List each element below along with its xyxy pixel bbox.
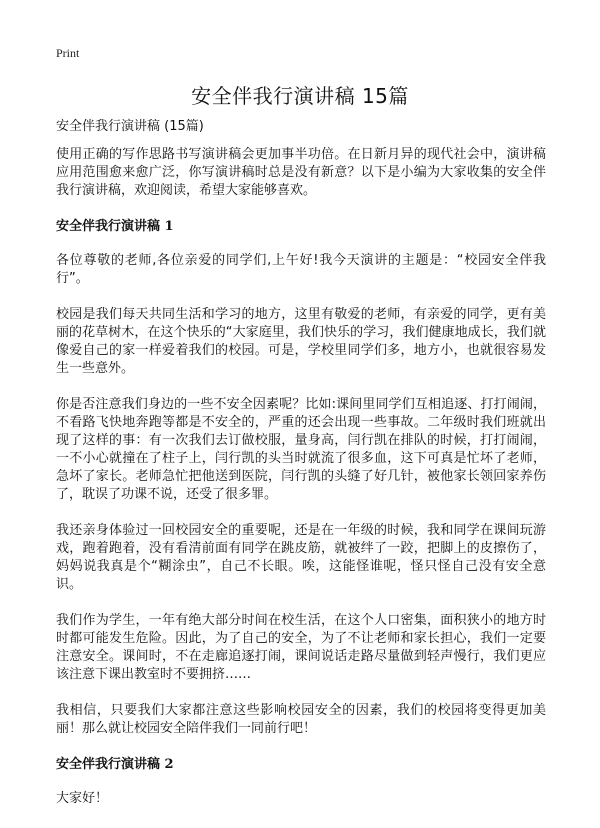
section-2-paragraph-1: 大家好！ <box>56 791 109 806</box>
document-subtitle: 安全伴我行演讲稿 (15篇) <box>56 119 204 134</box>
section-1-paragraph-1: 各位尊敬的老师,各位亲爱的同学们,上午好!我今天演讲的主题是：“校园安全伴我行”。 <box>56 253 546 286</box>
section-heading-2: 安全伴我行演讲稿 2 <box>56 757 174 772</box>
section-1-paragraph-3: 你是否注意我们身边的一些不安全因素呢？比如:课间里同学们互相追逐、打打闹闹，不看路飞快地奔跑等都是不安全的，严重的还会出现一些事故。二年级时我们班就出现了这样的事：有一次我们去订做校服，量身高，闫行凯在排队的时候，打打闹闹，一不小心就撞在了柱子上，闫行凯的头当时就流了很多血，这下可真是忙坏了老师，急坏了家长。老师急忙把他送到医院，闫行凯的头缝了好几针，被他家长领回家养伤了，耽误了功课不说，还受了很多罪。 <box>56 397 546 502</box>
intro-paragraph: 使用正确的写作思路书写演讲稿会更加事半功倍。在日新月异的现代社会中，演讲稿应用范围愈来愈广泛，你写演讲稿时总是没有新意？以下是小编为大家收集的安全伴我行演讲稿，欢迎阅读，希望大家能够喜欢。 <box>56 147 546 198</box>
section-1-paragraph-2: 校园是我们每天共同生活和学习的地方，这里有敬爱的老师，有亲爱的同学，更有美丽的花草树木，在这个快乐的“大家庭里，我们快乐的学习，我们健康地成长，我们就像爱自己的家一样爱着我们的校园。可是，学校里同学们多，地方小，也就很容易发生一些意外。 <box>56 307 546 376</box>
section-1-paragraph-4: 我还亲身体验过一回校园安全的重要呢，还是在一年级的时候，我和同学在课间玩游戏，跑着跑着，没有看清前面有同学在跳皮筋，就被绊了一跤，把脚上的皮擦伤了，妈妈说我真是个“糊涂虫”，自己不长眼。唉，这能怪谁呢，怪只怪自己没有安全意识。 <box>56 523 546 592</box>
section-1-paragraph-6: 我相信，只要我们大家都注意这些影响校园安全的因素，我们的校园将变得更加美丽！那么就让校园安全陪伴我们一同前行吧！ <box>56 703 546 736</box>
document-body <box>56 118 546 826</box>
section-1-paragraph-5: 我们作为学生，一年有绝大部分时间在校生活，在这个人口密集，面积狭小的地方时时都可能发生危险。因此，为了自己的安全，为了不让老师和家长担心，我们一定要注意安全。课间时，不在走廊追逐打闹，课间说话走路尽量做到轻声慢行，我们更应该注意下课出教室时不要拥挤…… <box>56 613 546 682</box>
section-heading-1: 安全伴我行演讲稿 1 <box>56 219 174 234</box>
page-title: 安全伴我行演讲稿 15篇 <box>191 84 409 108</box>
print-link[interactable]: Print <box>56 46 80 60</box>
